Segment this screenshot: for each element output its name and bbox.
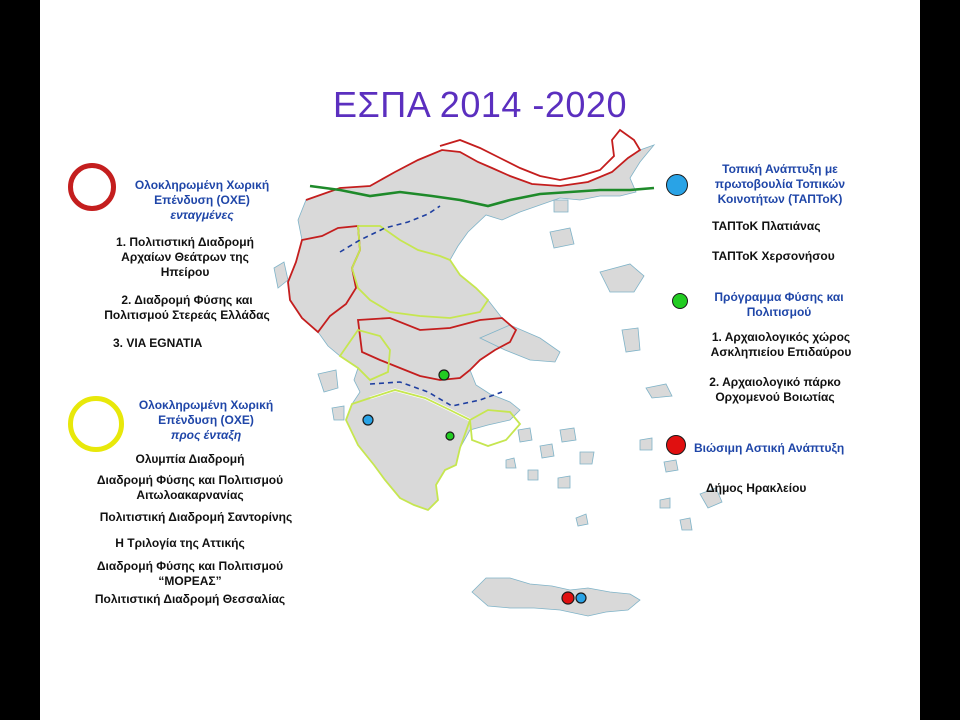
taptok-item-1: ΤΑΠΤοΚ Πλατιάνας — [712, 219, 821, 233]
pending-item-3: Πολιτιστική Διαδρομή Σαντορίνης — [99, 510, 293, 524]
island-samos — [646, 384, 672, 398]
slide — [40, 0, 920, 720]
island-limnos — [550, 228, 574, 248]
taptok-heading: Τοπική Ανάπτυξη με πρωτοβουλία Τοπικών Κοινοτήτων (ΤΑΠΤοΚ) — [714, 162, 846, 206]
island-kefalonia — [318, 370, 338, 392]
urban-item-1: Δήμος Ηρακλείου — [706, 481, 807, 495]
pending-item-4: Η Τριλογία της Αττικής — [115, 536, 245, 550]
island-chios — [622, 328, 640, 352]
island-thasos — [554, 200, 568, 212]
marker-green-orchomenos — [439, 370, 449, 380]
green-dot-icon — [672, 293, 688, 309]
marker-green-epidaurus — [446, 432, 454, 440]
red-ring-icon — [68, 163, 116, 211]
nature-heading: Πρόγραμμα Φύσης και Πολιτισμού — [714, 290, 844, 319]
island-corfu — [274, 262, 288, 288]
pending-item-2: Διαδρομή Φύσης και Πολιτισμού Αιτωλοακαρνανίας — [96, 473, 284, 502]
urban-heading: Βιώσιμη Αστική Ανάπτυξη — [694, 441, 845, 455]
taptok-item-2: ΤΑΠΤοΚ Χερσονήσου — [712, 249, 835, 263]
marker-blue-platiana — [363, 415, 373, 425]
nature-item-1: 1. Αρχαιολογικός χώρος Ασκληπιείου Επιδαύρου — [710, 330, 852, 359]
integrated-item-1: 1. Πολιτιστική Διαδρομή Αρχαίων Θεάτρων της Ηπείρου — [116, 235, 254, 279]
pending-heading: Ολοκληρωμένη Χωρική Επένδυση (ΟΧΕ) προς ένταξη — [138, 398, 274, 442]
pending-item-5: Διαδρομή Φύσης και Πολιτισμού “ΜΟΡΕΑΣ” — [96, 559, 284, 588]
marker-blue-hersonissos — [576, 593, 586, 603]
blue-dot-icon — [666, 174, 688, 196]
island-lesvos — [600, 264, 644, 292]
island-zakynthos — [332, 406, 344, 420]
slide-title: ΕΣΠΑ 2014 -2020 — [333, 84, 627, 125]
cyclades-islands — [506, 428, 594, 526]
integrated-item-3: 3. VIA EGNATIA — [113, 336, 203, 350]
marker-red-heraklion — [562, 592, 574, 604]
red-dot-icon — [666, 435, 686, 455]
island-crete — [472, 578, 640, 616]
yellow-ring-icon — [68, 396, 124, 452]
pending-item-1: Ολυμπία Διαδρομή — [135, 452, 245, 466]
mainland-greece — [288, 145, 654, 510]
nature-item-2: 2. Αρχαιολογικό πάρκο Ορχομενού Βοιωτίας — [709, 375, 841, 404]
integrated-item-2: 2. Διαδρομή Φύσης και Πολιτισμού Στερεάς Ελλάδας — [104, 293, 270, 322]
integrated-heading: Ολοκληρωμένη Χωρική Επένδυση (ΟΧΕ) ενταγμένες — [134, 178, 270, 222]
pending-item-6: Πολιτιστική Διαδρομή Θεσσαλίας — [94, 592, 286, 606]
